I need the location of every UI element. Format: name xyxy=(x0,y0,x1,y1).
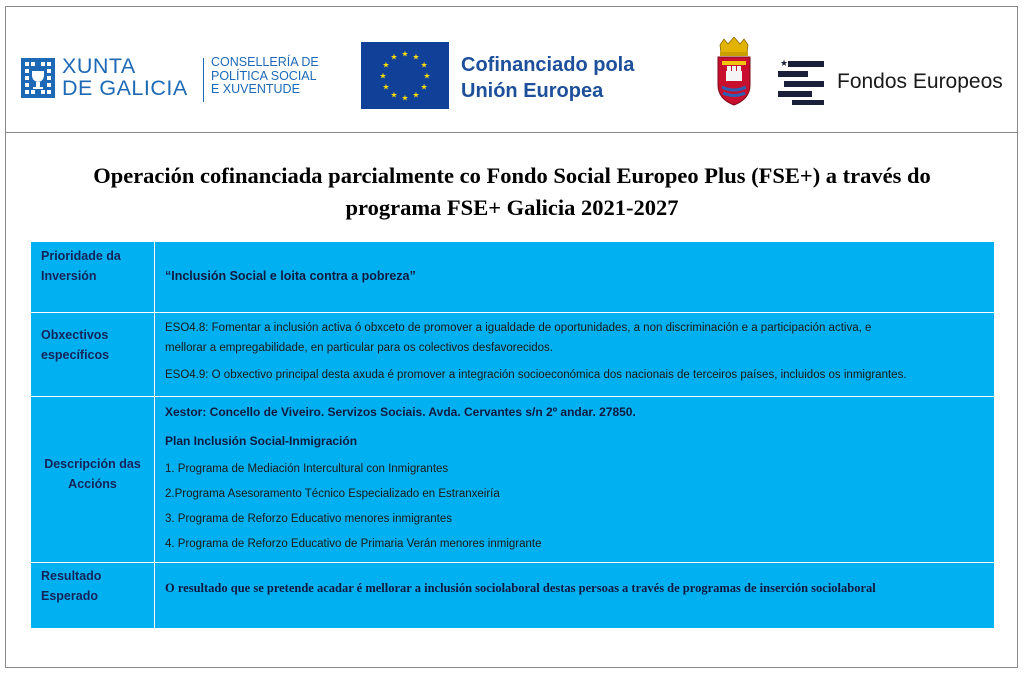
table-row-descripcion xyxy=(31,396,994,563)
eu-text-line1: Cofinanciado pola xyxy=(461,54,635,76)
xunta-dept-line3: E XUVENTUDE xyxy=(211,82,300,96)
resultado-value: O resultado que se pretende acadar é mellorar a inclusión sociolaboral destas persoas a través de programas de inserción sociolaboral xyxy=(165,581,876,595)
xunta-dept-line2: POLÍTICA SOCIAL xyxy=(211,68,317,83)
eu-text-line2: Unión Europea xyxy=(461,80,604,102)
eso49-text: ESO4.9: O obxectivo principal desta axuda é promover a integración socioeconómica dos nacionais de terceiros países, incluidos os inmigrantes. xyxy=(165,369,907,381)
obxectivos-value xyxy=(165,318,990,385)
eso48-line1: ESO4.8: Fomentar a inclusión activa ó obxceto de promover a igualdade de oportunidades, a non discriminación e a participación activa, e xyxy=(165,322,872,334)
label-line: Inversión xyxy=(41,269,97,283)
page-title-line1: Operación cofinanciada parcialmente co Fondo Social Europeo Plus (FSE+) a través do xyxy=(93,163,931,188)
label-line: Resultado xyxy=(41,569,102,583)
page-title xyxy=(20,160,1004,224)
row-label-prioridade xyxy=(31,246,154,286)
label-line: Esperado xyxy=(41,589,98,603)
xunta-department xyxy=(211,56,319,97)
action-item: 1. Programa de Mediación Intercultural con Inmigrantes xyxy=(165,463,449,475)
eu-star-icon: ★ xyxy=(401,49,409,59)
table-row-prioridade xyxy=(31,242,994,312)
row-label-obxectivos xyxy=(31,325,154,365)
label-line: Descripción das xyxy=(44,457,141,471)
eu-star-icon: ★ xyxy=(401,93,409,103)
operation-table xyxy=(31,242,994,628)
descripcion-value xyxy=(165,402,990,554)
eu-star-icon: ★ xyxy=(412,52,420,62)
eu-flag-icon xyxy=(361,42,449,109)
action-item: 4. Programa de Reforzo Educativo de Primaria Verán menores inmigrante xyxy=(165,538,542,550)
eu-star-icon: ★ xyxy=(412,90,420,100)
svg-text:★: ★ xyxy=(780,59,789,69)
row-label-descripcion xyxy=(31,454,154,494)
xunta-emblem-icon xyxy=(21,58,55,98)
xunta-name xyxy=(62,55,188,99)
xestor-text: Xestor: Concello de Viveiro. Servizos Sociais. Avda. Cervantes s/n 2º andar. 27850. xyxy=(165,405,636,419)
label-line: Prioridade da xyxy=(41,249,121,263)
eu-star-icon: ★ xyxy=(423,71,431,81)
xunta-dept-line1: CONSELLERÍA DE xyxy=(211,55,319,69)
eu-star-icon: ★ xyxy=(420,82,428,92)
row-label-resultado xyxy=(31,566,154,606)
eso48-line2: mellorar a empregabilidade, en particular para os colectivos desfavorecidos. xyxy=(165,342,554,354)
xunta-name-line2: DE GALICIA xyxy=(62,76,188,100)
eu-star-icon: ★ xyxy=(382,82,390,92)
plan-title: Plan Inclusión Social-Inmigración xyxy=(165,434,358,448)
xunta-divider xyxy=(203,58,204,102)
action-item: 3. Programa de Reforzo Educativo menores inmigrantes xyxy=(165,513,453,525)
label-line: Accións xyxy=(68,477,117,491)
action-item: 2.Programa Asesoramento Técnico Especializado en Estranxeiría xyxy=(165,488,500,500)
label-line: específicos xyxy=(41,348,110,362)
table-row-obxectivos xyxy=(31,312,994,397)
eu-star-icon: ★ xyxy=(379,71,387,81)
xunta-name-line1: XUNTA xyxy=(62,54,136,78)
fondos-europeos-label: Fondos Europeos xyxy=(837,70,1003,93)
page-title-line2: programa FSE+ Galicia 2021-2027 xyxy=(345,195,679,220)
eu-cofinanciado-text xyxy=(461,52,634,104)
prioridade-value: “Inclusión Social e loita contra a pobreza” xyxy=(165,269,416,283)
table-row-resultado xyxy=(31,562,994,629)
viveiro-crest-icon xyxy=(714,37,754,109)
eu-star-icon: ★ xyxy=(382,60,390,70)
eu-star-icon: ★ xyxy=(390,52,398,62)
eu-star-icon: ★ xyxy=(390,90,398,100)
fondos-europeos-mark-icon xyxy=(778,57,826,105)
eu-star-icon: ★ xyxy=(420,60,428,70)
label-line: Obxectivos xyxy=(41,328,109,342)
